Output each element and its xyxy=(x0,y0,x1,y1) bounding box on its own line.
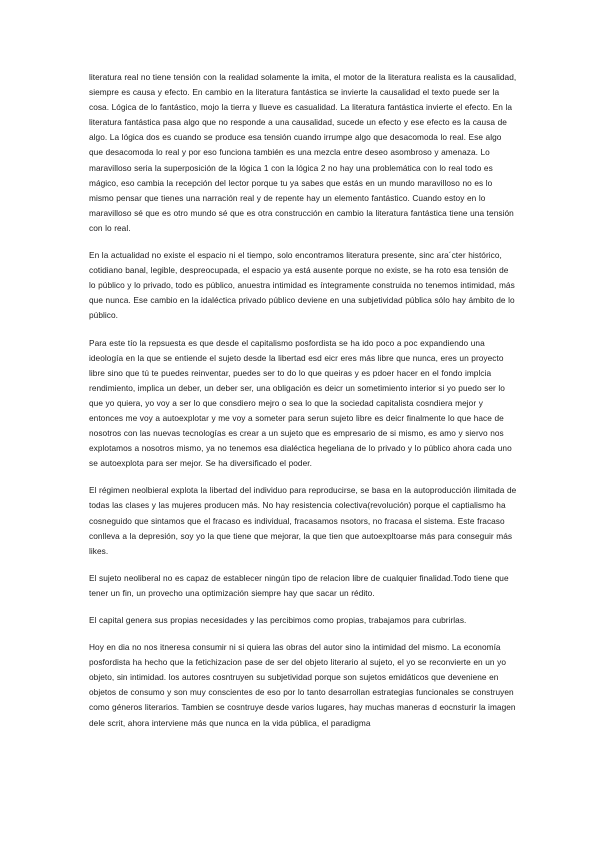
document-page xyxy=(89,70,517,743)
paragraph-capital-necesidades: El capital genera sus propias necesidades y las percibimos como propias, trabajamos para cubrirlas. xyxy=(89,615,467,625)
paragraph-regimen-neoliberal: El régimen neolbieral explota la libertad del individuo para reproducirse, se basa en la autoproducción ilimitada de todas las clases y las mujeres producen más. No hay resistencia colectiva(revolución) porque el captialismo ha cosneguido que sintamos que el fracaso es individual, fracasamos nsotors, no fracasa el sistema. Este fracaso conlleva a la depresión, soy yo la que tiene que mejorar, la que tien que autoexpltoarse más para conseguir más likes. xyxy=(89,485,517,556)
paragraph-espacio-tiempo: En la actualidad no existe el espacio ni el tiempo, solo encontramos literatura presente, sinc ara´cter histórico, cotidiano banal, legible, despreocupada, el espacio ya está ausente porque no existe, se ha roto esa tensión de lo público y lo privado, todo es público, anuestra intimidad es íntegramente construida no tenemos intimidad, más que nunca. Ese cambio en la idaléctica privado público deviene en una subjetividad pública sólo hay ámbito de lo público. xyxy=(89,250,515,321)
paragraph-sujeto-neoliberal: El sujeto neoliberal no es capaz de establecer ningún tipo de relacion libre de cualquier finalidad.Todo tiene que tener un fin, un provecho una optimización siempre hay que sacar un rédito. xyxy=(89,572,509,598)
paragraph-literatura-fantastica: literatura real no tiene tensión con la realidad solamente la imita, el motor de la literatura realista es la causalidad, siempre es causa y efecto. En cambio en la literatura fantástica se invierte la causalidad el texto puede ser la cosa. Lógica de lo fantástico, mojo la tierra y llueve es casualidad. La literatura fantástica invierte el efecto. En la literatura fantástica pasa algo que no responde a una causalidad, sucede un efecto y ese efecto es la causa de algo. La lógica dos es cuando se produce esa tensión cuando irrumpe algo que desacomoda lo real. Ese algo que desacomoda lo real y por eso funciona también es una mezcla entre deseo asombroso y amenaza. Lo maravilloso seria la superposición de la lógica 1 con la lógica 2 no hay una problemática con lo real todo es mágico, eso cambia la recepción del lector porque tu ya sabes que estás en un mundo maravilloso no es lo mismo pensar que tienes una narración real y de repente hay un elemento fantástico. Cuando estoy en lo maravilloso sé que es otro mundo sé que es otra construcción en cambio la literatura fantástica tiene una tensión con lo real. xyxy=(89,72,517,233)
paragraph-capitalismo-posfordista: Para este tío la repsuesta es que desde el capitalismo posfordista se ha ido poco a poc expandiendo una ideología en la que se entiende el sujeto desde la libertad esd eicr eres más libre que nunca, eres un proyecto libre sino que tú te puedes reinventar, puedes ser to do lo que queiras y es pdoer hacer en el fondo implcia rendimiento, implica un deber, un deber ser, una obligación es deicr un sometimiento interior si yo puedo ser lo que yo quiera, yo voy a ser lo que consdiero mejro o sea lo que la sociedad capitalista cosndiera mejor y entonces me voy a autoexplotar y me voy a someter para serun sujeto libre es deicr finalmente lo que hace de nosotros con las nuevas tecnologías es crear a un sujeto que es empresario de si mismo, es amo y siervo nos explotamos a nosotros mismo, ya no tenemos esa dialéctica hegeliana de lo privado y lo público ahora cada uno se autoexplota para ser mejor. Se ha diversificado el poder. xyxy=(89,337,512,469)
paragraph-intimidad-autor: Hoy en dia no nos itneresa consumir ni si quiera las obras del autor sino la intimidad del mismo. La economía posfordista ha hecho que la fetichizacion pase de ser del objeto literario al sujeto, el yo se reconvierte en un yo objeto, sin intimidad. los autores cosntruyen su subjetividad porque son sujetos emidáticos que deveniene en objetos de consumo y son muy conscientes de eso por lo tanto desarrollan estrategias funcionales se construyen como géneros literarios. Tambien se cosntruye desde varios lugares, hay muchas maneras d eocnsturir la imagen dele scrit, ahora interviene más que nunca en la vida pública, el paradigma xyxy=(89,642,516,728)
